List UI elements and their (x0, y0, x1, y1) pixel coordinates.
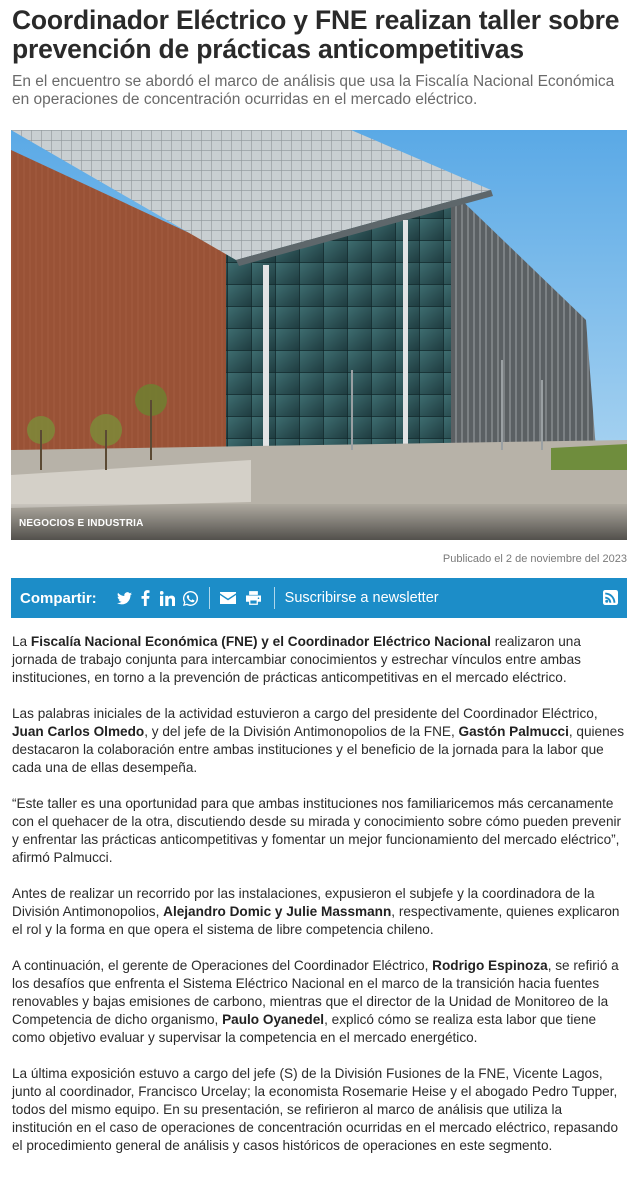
building-photo (11, 130, 627, 540)
article-body (12, 633, 626, 1173)
whatsapp-icon[interactable] (181, 578, 201, 618)
text: , quienes destacaron la colaboración entre ambas instituciones y el beneficio de la jornada para la labor que cada una de ellas desempeña. (12, 724, 625, 775)
paragraph-5 (12, 957, 626, 1047)
newsletter-link[interactable]: Suscribirse a newsletter (284, 590, 439, 606)
email-icon[interactable] (218, 578, 238, 618)
bold-person: Gastón Palmucci (458, 724, 569, 739)
linkedin-icon[interactable] (159, 578, 177, 618)
bold-entity: Fiscalía Nacional Económica (FNE) y el Coordinador Eléctrico Nacional (30, 634, 491, 649)
bold-person: Rodrigo Espinoza (432, 958, 548, 973)
category-overlay (11, 504, 627, 540)
article-subtitle: En el encuentro se abordó el marco de análisis que usa la Fiscalía Nacional Económica en operaciones de concentración ocurridas en el mercado eléctrico. (12, 73, 615, 108)
rss-icon[interactable] (603, 590, 618, 605)
category-label[interactable]: NEGOCIOS E INDUSTRIA (19, 518, 144, 529)
divider (274, 587, 275, 609)
article-title: Coordinador Eléctrico y FNE realizan taller sobre prevención de prácticas anticompetitivas (12, 5, 620, 64)
text: , se refirió a los desafíos que enfrenta el Sistema Eléctrico Nacional en el marco de la transición hacia fuentes renovables y bajas emisiones de carbono, mientras que el director de la Unidad de Monitoreo de la Competencia de dicho organismo, (12, 958, 619, 1027)
paragraph-1 (12, 633, 626, 687)
text: A continuación, el gerente de Operaciones del Coordinador Eléctrico, (12, 958, 433, 973)
bold-person: Paulo Oyanedel (222, 1012, 325, 1027)
text: , y del jefe de la División Antimonopolios de la FNE, (144, 724, 459, 739)
divider (209, 587, 210, 609)
publish-date: Publicado el 2 de noviembre del 2023 (442, 553, 627, 565)
text: Las palabras iniciales de la actividad estuvieron a cargo del presidente del Coordinador Eléctrico, (12, 706, 598, 721)
paragraph-6 (12, 1065, 626, 1155)
paragraph-2 (12, 705, 626, 777)
text: realizaron una jornada de trabajo conjunta para intercambiar conocimientos y estrechar vínculos entre ambas instituciones, en torno a la prevención de prácticas anticompetitivas en el mercado eléctrico. (12, 634, 581, 685)
quote-text: “Este taller es una oportunidad para que ambas instituciones nos familiaricemos más cercanamente con el quehacer de la otra, discutiendo desde su mirada y conocimiento sobre cómo pueden prevenir y enfrentar las prácticas anticompetitivas y fomentar un mejor funcionamiento del mercado eléctrico”, afirmó Palmucci. (12, 796, 622, 865)
text: , respectivamente, quienes explicaron el rol y la forma en que opera el sistema de libre competencia chileno. (12, 904, 620, 937)
share-bar (11, 578, 627, 618)
bold-person: Alejandro Domic y Julie Massmann (163, 904, 392, 919)
bold-person: Juan Carlos Olmedo (12, 724, 145, 739)
text: , explicó cómo se realiza esta labor que tiene como objetivo evaluar y supervisar la competencia en el mercado energético. (12, 1012, 597, 1045)
text: La (12, 634, 31, 649)
text: La última exposición estuvo a cargo del jefe (S) de la División Fusiones de la FNE, Vicente Lagos, junto al coordinador, Francisco Urcelay; la economista Rosemarie Heise y el abogado Pedro Tupper, todos del mismo equipo. En su presentación, se refirieron al marco de análisis que utiliza la institución en el caso de operaciones de concentración ocurridas en el mercado eléctrico, repasando el procedimiento general de análisis y casos históricos de operaciones en este segmento. (12, 1066, 619, 1153)
share-label: Compartir: (20, 589, 97, 607)
print-icon[interactable] (242, 578, 266, 618)
facebook-icon[interactable] (139, 578, 153, 618)
twitter-icon[interactable] (115, 578, 135, 618)
paragraph-4 (12, 885, 626, 939)
hero-image (11, 130, 627, 540)
text: Antes de realizar un recorrido por las instalaciones, expusieron el subjefe y la coordinadora de la División Antimonopolios, (12, 886, 595, 919)
paragraph-3 (12, 795, 626, 867)
